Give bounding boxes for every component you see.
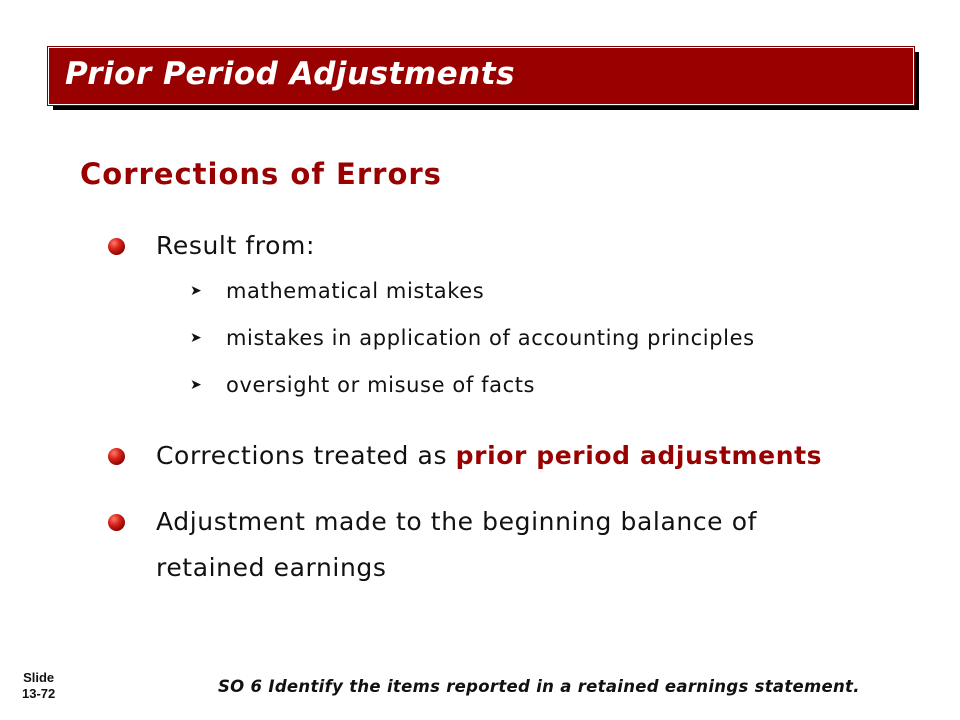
bullet-icon [108, 448, 125, 465]
bullet-item-result-from [108, 231, 315, 269]
slide-label-word: Slide [23, 670, 55, 685]
study-objective-footer: SO 6 Identify the items reported in a retained earnings statement. [218, 677, 860, 696]
bullet-icon [108, 514, 125, 531]
sub-item-text: oversight or misuse of facts [226, 373, 536, 397]
arrow-bullet-icon: ➤ [190, 283, 203, 299]
bullet-text [156, 433, 822, 479]
highlight-term: prior period adjustments [455, 441, 823, 470]
slide-number-label [22, 670, 55, 702]
slide-title: Prior Period Adjustments [65, 56, 516, 92]
arrow-bullet-icon: ➤ [190, 330, 203, 346]
section-heading: Corrections of Errors [80, 157, 442, 191]
bullet-text: Result from: [156, 231, 315, 260]
bullet-icon [108, 238, 125, 255]
sub-item-text: mistakes in application of accounting principles [226, 326, 755, 350]
sub-item-application-mistakes [190, 326, 755, 350]
sub-item-mathematical-mistakes [190, 279, 484, 303]
slide-number: 13-72 [22, 686, 56, 701]
bullet-text-plain: Corrections treated as [156, 441, 456, 470]
title-bar [48, 47, 914, 105]
sub-item-oversight [190, 373, 535, 397]
arrow-bullet-icon: ➤ [190, 377, 203, 393]
bullet-item-corrections-treated [108, 441, 823, 479]
bullet-text: Adjustment made to the beginning balance of retained earnings [156, 507, 757, 582]
sub-item-text: mathematical mistakes [226, 279, 485, 303]
bullet-item-adjustment [108, 507, 828, 591]
